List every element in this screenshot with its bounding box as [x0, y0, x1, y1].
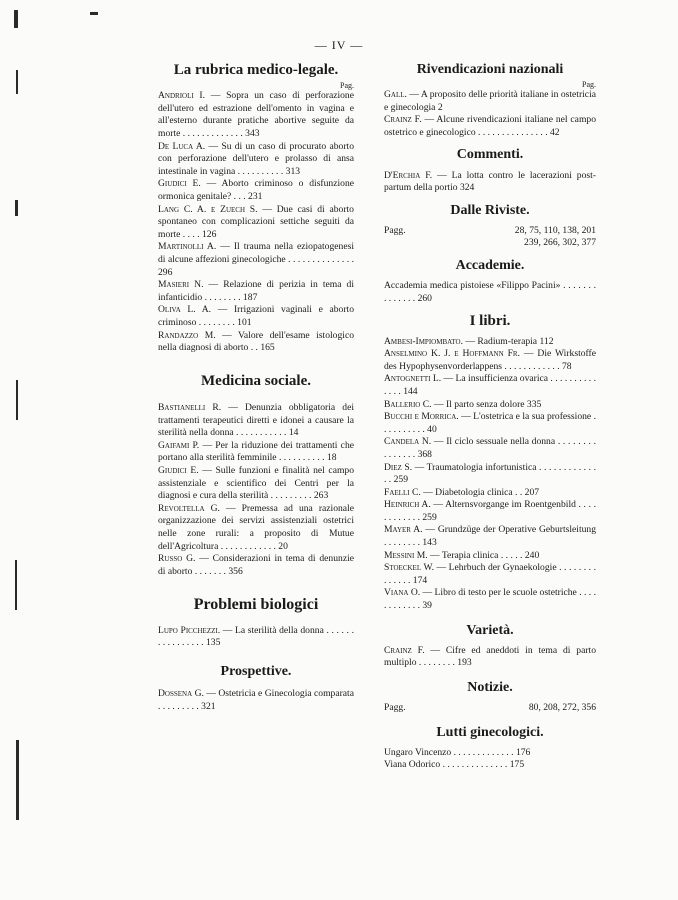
entry-author: Giudici E. [158, 178, 201, 190]
section-varieta [384, 623, 596, 670]
section-title: Dalle Riviste. [450, 202, 530, 218]
entry-title: — A proposito delle priorità italiane in ostetricia e ginecologia [384, 89, 596, 113]
entry-page-number: 42 [550, 126, 560, 138]
pages-list [384, 225, 596, 250]
entry-page-number: 259 [393, 474, 408, 486]
entry-title: — Cifre ed aneddoti in tema di parto multiplo . . . . . . . . [384, 644, 596, 669]
index-entry [158, 553, 354, 578]
index-entry [384, 114, 596, 139]
scan-margin-mark [14, 10, 18, 28]
entry-page-number: 240 [524, 549, 540, 561]
entry-page-number: 18 [326, 452, 337, 464]
entry-author: Gaifami P. [158, 439, 200, 451]
section-title: La rubrica medico-legale. [173, 62, 339, 78]
entry-author: Lang C. A. e Zuech S. [158, 203, 258, 215]
pages-list [384, 702, 596, 715]
section-title: Prospettive. [220, 663, 292, 679]
scan-margin-mark [15, 560, 17, 610]
entry-title: — La insufficienza ovarica . . . . . . . . . . . . . . [384, 373, 596, 397]
index-entry [384, 487, 596, 500]
index-entry [158, 688, 354, 713]
entry-author: Antognetti L. [384, 373, 442, 385]
index-entry [384, 348, 596, 373]
entry-page-number: 101 [237, 316, 252, 328]
entry-page-number: 207 [524, 486, 540, 498]
section-accademie [384, 258, 596, 305]
section-title: Medicina sociale. [201, 372, 311, 389]
page-label: Pag. [340, 81, 354, 91]
entry-author: Mayer A. [384, 524, 423, 536]
index-entry [158, 241, 354, 279]
entry-author: Russo G. [158, 553, 196, 565]
entry-page-number: 296 [158, 266, 173, 278]
entry-author: Candela N. [384, 436, 432, 448]
entry-page-number: 176 [515, 746, 531, 758]
entry-title: — Relazione di perizia in tema di infanticidio . . . . . . . . [158, 279, 355, 303]
index-entry [384, 645, 596, 670]
entry-title: — Grundzüge der Operative Geburtsleitung . . . . . . . . [384, 524, 597, 549]
index-entry [384, 747, 596, 760]
index-entry [384, 462, 596, 487]
section-medico-legale [158, 62, 354, 355]
section-title: Problemi biologici [193, 596, 319, 614]
section-prospettive [158, 664, 354, 713]
index-entry [158, 204, 354, 242]
entry-page-number: 78 [562, 360, 572, 372]
entry-page-number: 187 [243, 291, 258, 303]
entry-title: — Premessa ad una razionale organizzazione dei servizi assistenziali ostetrici nelle zone rurali: a proposito di Mutue dell'Agricoltura . . . . . . . . . . . . [158, 502, 354, 552]
entry-page-number: 135 [205, 637, 221, 649]
index-entry [384, 280, 596, 305]
entry-author: Andrioli I. [158, 90, 206, 102]
entry-author: Bucchi e Morrica. [384, 411, 459, 423]
index-entry [384, 411, 596, 436]
entry-author: Crainz F. [384, 114, 422, 126]
pages-values: 28, 75, 110, 138, 201 [514, 224, 596, 236]
entry-page-number: 193 [457, 657, 472, 669]
section-commenti [384, 147, 596, 194]
index-entry [158, 625, 354, 650]
entry-title: — Valore dell'esame istologico nella diagnosi di aborto . . [158, 329, 354, 354]
page-label: Pag. [582, 80, 596, 90]
entry-page-number: 39 [422, 600, 432, 612]
entry-author: Ballerio C. [384, 398, 432, 410]
entry-author: Bastianelli R. [158, 401, 222, 413]
entry-title: — Die Wirkstoffe des Hypophysenvorderlappens . . . . . . . . . . . . [384, 348, 597, 372]
entry-title: — Alcune rivendicazioni italiane nel campo ostetrico e ginecologico . . . . . . . . . . . . . . . [384, 114, 596, 138]
entry-author: Oliva L. A. [158, 304, 212, 316]
entry-author: De Luca A. [158, 140, 206, 152]
index-entry [384, 336, 596, 349]
entry-author: Faelli C. [384, 486, 421, 498]
section-medicina-sociale [158, 373, 354, 579]
entry-author: Martinolli A. [158, 241, 217, 253]
page-number: — IV — [314, 38, 364, 52]
entry-page-number: 165 [260, 342, 275, 354]
entry-page-number: 259 [422, 511, 437, 523]
section-notizie [384, 680, 596, 715]
section-title: I libri. [469, 313, 511, 330]
entry-title: — Lehrbuch der Gynaekologie . . . . . . . . . . . . . . [384, 562, 597, 586]
entry-author: Gall. [384, 89, 407, 101]
entry-page-number: 343 [245, 128, 260, 140]
index-entry [158, 465, 354, 503]
entry-title: — Considerazioni in tema di denunzie di aborto . . . . . . . [158, 553, 355, 577]
pages-label: Pagg. [384, 702, 406, 713]
entry-page-number: 143 [422, 537, 437, 549]
entry-title: Viana Odorico . . . . . . . . . . . . . . [384, 759, 510, 771]
entry-author: Crainz F. [384, 644, 425, 656]
entry-page-number: 263 [313, 490, 329, 502]
section-problemi-biologici [158, 596, 354, 650]
section-title: Varietà. [466, 622, 514, 638]
section-lutti [384, 725, 596, 772]
entry-title: — Radium-terapia [463, 335, 540, 347]
index-entry [384, 436, 596, 461]
entry-page-number: 175 [509, 759, 525, 771]
entry-title: — Sulle funzioni e finalità nel campo assistenziale e scientifico dei Centri per la diagnosi e cura della sterilità . . . . . . . . . [158, 464, 355, 502]
entry-page-number: 321 [201, 700, 216, 712]
index-entry [158, 178, 354, 203]
entry-title: Ungaro Vincenzo . . . . . . . . . . . . . [384, 746, 516, 758]
index-entry [158, 304, 354, 329]
entry-title: — Aborto criminoso o disfunzione ormonica genitale? . . . [158, 178, 355, 202]
entry-page-number: 313 [285, 165, 301, 177]
pages-label: Pagg. [384, 224, 406, 236]
entry-title: — Il ciclo sessuale nella donna . . . . . . . . . . . . . . . [384, 436, 596, 460]
section-title: Commenti. [456, 147, 524, 163]
right-column [384, 62, 596, 772]
entry-author: Lupo Picchezzi. [158, 624, 221, 636]
entry-page-number: 356 [228, 565, 243, 577]
index-entry [384, 373, 596, 398]
entry-page-number: 2 [437, 101, 443, 113]
index-entry [384, 587, 596, 612]
entry-author: Masieri N. [158, 279, 204, 291]
entry-page-number: 126 [201, 228, 217, 240]
entry-page-number: 260 [417, 292, 432, 304]
index-entry [384, 562, 596, 587]
entry-title: — Il trauma nella eziopatogenesi di alcune affezioni ginecologiche . . . . . . . . . . . . . . [158, 241, 354, 265]
scan-margin-mark [16, 70, 18, 94]
index-entry [158, 402, 354, 440]
entry-page-number: 174 [412, 574, 428, 586]
pages-values: 80, 208, 272, 356 [528, 702, 596, 713]
entry-page-number: 335 [526, 398, 542, 410]
index-entry [384, 499, 596, 524]
entry-title: — Irrigazioni vaginali e aborto criminoso . . . . . . . . [158, 304, 354, 328]
entry-page-number: 144 [403, 385, 418, 397]
left-column [158, 62, 354, 713]
section-libri [384, 313, 596, 612]
entry-title: — L'ostetrica e la sua professione . . . . . . . . . . [384, 411, 596, 435]
entry-author: Diez S. [384, 461, 413, 473]
entry-title: — Denunzia obbligatoria dei trattamenti terapeutici diretti e idonei a causare la sterilità nella donna . . . . . . . . . . . [158, 401, 355, 439]
entry-author: D'Erchia F. [384, 169, 433, 181]
entry-page-number: 14 [288, 427, 299, 439]
index-entry [158, 330, 354, 355]
entry-author: Ambesi-Impiombato. [384, 335, 463, 347]
entry-author: Revoltella G. [158, 502, 220, 514]
index-entry [158, 141, 354, 179]
section-title: Accademie. [455, 258, 525, 274]
scan-margin-mark [16, 380, 18, 420]
index-entry [384, 550, 596, 563]
entry-author: Randazzo M. [158, 329, 216, 341]
pages-values: 239, 266, 302, 377 [524, 237, 596, 249]
entry-title: — Libro di testo per le scuole ostetriche . . . . . . . . . . . . [384, 587, 596, 612]
entry-title: — Due casi di aborto spontaneo con complicazioni settiche seguiti da morte . . . . [158, 203, 354, 240]
entry-title: — Sopra un caso di perforazione dell'utero ed estrazione dell'omento in vagina e all'esterno durante pratiche abortive seguite da morte . . . . . . . . . . . . . [158, 90, 354, 140]
index-entry [384, 89, 596, 114]
section-title: Lutti ginecologici. [436, 724, 544, 740]
entry-title: — Ostetricia e Ginecologia comparata . . . . . . . . . [158, 687, 354, 712]
entry-title: — Traumatologia infortunistica . . . . . . . . . . . . . . [384, 461, 596, 486]
section-dalle-riviste [384, 203, 596, 250]
entry-author: Dossena G. [158, 687, 204, 699]
scan-margin-mark [15, 200, 18, 216]
entry-author: Anselmino K. J. e Hoffmann Fr. [384, 348, 520, 360]
entry-title: — Il parto senza dolore [431, 398, 527, 410]
index-entry [158, 279, 354, 304]
index-entry [384, 759, 596, 772]
entry-title: — La lotta contro le lacerazioni post-partum della portio [384, 169, 596, 194]
entry-page-number: 368 [417, 448, 432, 460]
section-rivendicazioni [384, 62, 596, 139]
entry-page-number: 40 [427, 423, 437, 435]
entry-author: Viana O. [384, 587, 421, 599]
entry-title: — Alternsvorgange im Roentgenbild . . . . . . . . . . . . [384, 499, 597, 523]
scan-margin-mark [16, 740, 19, 820]
index-entry [158, 440, 354, 465]
entry-page-number: 231 [248, 191, 263, 202]
scan-margin-mark [90, 12, 98, 15]
index-entry [158, 90, 354, 140]
entry-title: — Su di un caso di procurato aborto con perforazione dell'utero e prolasso di ansa intestinale in vagina . . . . . . . . . . [158, 140, 354, 177]
entry-author: Giudici E. [158, 464, 199, 476]
index-entry [384, 524, 596, 549]
entry-page-number: 112 [539, 335, 554, 347]
entry-author: Stoeckel W. [384, 562, 435, 574]
entry-title: Accademia medica pistoiese «Filippo Pacini» . . . . . . . . . . . . . . [384, 280, 596, 304]
entry-title: — Terapia clinica . . . . . [427, 549, 525, 561]
entry-page-number: 324 [459, 182, 475, 194]
entry-page-number: 20 [278, 540, 288, 552]
index-entry [158, 503, 354, 553]
index-entry [384, 170, 596, 195]
entry-author: Messini M. [384, 549, 428, 561]
section-title: Notizie. [467, 679, 513, 695]
entry-title: — La sterilità della donna . . . . . . . . . . . . . . . . [158, 624, 354, 649]
entry-title: — Diabetologia clinica . . [420, 486, 525, 498]
index-entry [384, 399, 596, 412]
entry-author: Heinrich A. [384, 499, 431, 511]
entry-title: — Per la riduzione dei trattamenti che portano alla sterilità femminile . . . . . . . . . . [158, 439, 354, 464]
section-title: Rivendicazioni nazionali [416, 62, 564, 77]
